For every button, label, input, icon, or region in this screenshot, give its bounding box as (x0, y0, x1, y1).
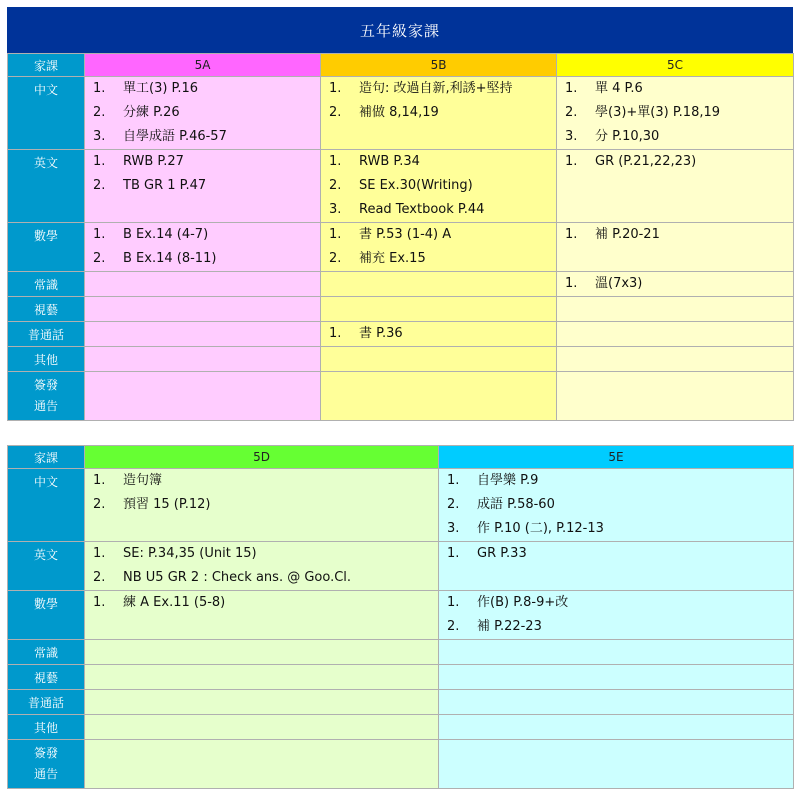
homework-cell (557, 223, 794, 272)
homework-cell (557, 322, 794, 347)
list-item-text: 補 P.22-23 (477, 619, 542, 634)
list-item-number: 1. (565, 227, 578, 242)
list-item-text: 造句簿 (123, 473, 163, 488)
subject-cell (8, 347, 85, 372)
subject-label: 中文 (33, 475, 58, 489)
homework-cell (439, 665, 794, 690)
subject-label: 視藝 (33, 671, 58, 685)
table-row (8, 77, 794, 150)
list-item-text: NB U5 GR 2 : Check ans. @ Goo.Cl. (123, 570, 352, 585)
homework-cell (85, 715, 439, 740)
list-item-number: 2. (93, 497, 106, 512)
list-item-text: SE: P.34,35 (Unit 15) (123, 546, 257, 561)
table-row (8, 740, 794, 789)
subject-label: 中文 (33, 83, 58, 97)
list-item-text: 分練 P.26 (123, 105, 180, 120)
table-row (8, 542, 794, 591)
homework-list (85, 77, 320, 149)
table-row (8, 322, 794, 347)
subject-cell (8, 322, 85, 347)
list-item (439, 615, 793, 639)
list-item-text: SE Ex.30(Writing) (359, 178, 473, 193)
homework-cell (85, 322, 321, 347)
list-item (85, 150, 320, 174)
list-item-number: 2. (447, 619, 460, 634)
subject-label: 英文 (33, 548, 58, 562)
homework-cell (85, 591, 439, 640)
homework-list (557, 77, 793, 149)
homework-cell (85, 77, 321, 150)
homework-cell (557, 77, 794, 150)
table-row (8, 469, 794, 542)
homework-cell (557, 272, 794, 297)
list-item-text: 自學樂 P.9 (477, 473, 539, 488)
corner-header: 家課 (8, 54, 85, 77)
homework-cell (557, 297, 794, 322)
list-item (85, 493, 438, 517)
homework-cell (321, 150, 557, 223)
subject-label: 視藝 (33, 303, 58, 317)
list-item-text: 補 P.20-21 (595, 227, 660, 242)
subject-label: 其他 (33, 721, 58, 735)
list-item (439, 517, 793, 541)
list-item-number: 2. (329, 178, 342, 193)
list-item (85, 469, 438, 493)
list-item-text: 書 P.36 (359, 326, 403, 341)
table-row (8, 640, 794, 665)
homework-cell (321, 372, 557, 421)
homework-cell (439, 715, 794, 740)
table-row (8, 347, 794, 372)
subject-cell (8, 272, 85, 297)
subject-cell (8, 469, 85, 542)
list-item (439, 591, 793, 615)
homework-list (85, 150, 320, 198)
list-item-number: 1. (565, 276, 578, 291)
subject-label: 通告 (33, 399, 58, 413)
homework-cell (85, 740, 439, 789)
homework-list (557, 223, 793, 247)
list-item-text: 溫(7x3) (595, 276, 643, 291)
list-item-text: 作 P.10 (二), P.12-13 (477, 521, 604, 536)
homework-cell (439, 591, 794, 640)
list-item-text: 分 P.10,30 (595, 129, 660, 144)
list-item (321, 322, 556, 346)
page-title: 五年級家課 (7, 7, 793, 53)
homework-cell (321, 272, 557, 297)
table-row (8, 591, 794, 640)
homework-cell (85, 223, 321, 272)
homework-cell (321, 77, 557, 150)
class-header-5e: 5E (439, 446, 794, 469)
list-item (557, 150, 793, 174)
list-item-number: 3. (447, 521, 460, 536)
list-item-text: 補充 Ex.15 (359, 251, 426, 266)
subject-cell (8, 223, 85, 272)
homework-cell (85, 372, 321, 421)
list-item-number: 2. (93, 251, 106, 266)
subject-cell (8, 640, 85, 665)
list-item-number: 2. (93, 178, 106, 193)
homework-list (321, 77, 556, 125)
list-item-number: 1. (93, 81, 106, 96)
homework-cell (439, 690, 794, 715)
class-header-5b: 5B (321, 54, 557, 77)
list-item (85, 101, 320, 125)
homework-cell (85, 297, 321, 322)
list-item-number: 2. (329, 251, 342, 266)
list-item (321, 150, 556, 174)
class-header-5a: 5A (85, 54, 321, 77)
homework-cell (85, 469, 439, 542)
homework-list (321, 322, 556, 346)
homework-list (85, 469, 438, 517)
list-item-text: 學(3)+單(3) P.18,19 (595, 105, 721, 120)
list-item-text: B Ex.14 (4-7) (123, 227, 209, 242)
table-row (8, 372, 794, 421)
subject-label: 簽發 (33, 746, 58, 760)
list-item (557, 101, 793, 125)
homework-list (85, 223, 320, 271)
list-item (85, 542, 438, 566)
list-item-number: 3. (565, 129, 578, 144)
homework-cell (85, 690, 439, 715)
subject-cell (8, 77, 85, 150)
homework-cell (321, 347, 557, 372)
subject-cell (8, 542, 85, 591)
homework-list (85, 542, 438, 590)
list-item-number: 3. (93, 129, 106, 144)
list-item-number: 1. (93, 546, 106, 561)
list-item (321, 223, 556, 247)
list-item-text: 練 A Ex.11 (5-8) (123, 595, 226, 610)
subject-label: 數學 (33, 229, 58, 243)
homework-cell (85, 272, 321, 297)
list-item-number: 1. (447, 546, 460, 561)
subject-label: 普通話 (27, 696, 64, 710)
table-row (8, 665, 794, 690)
subject-label: 簽發 (33, 378, 58, 392)
homework-cell (439, 640, 794, 665)
list-item-text: 書 P.53 (1-4) A (359, 227, 452, 242)
list-item-text: 預習 15 (P.12) (123, 497, 211, 512)
table-row (8, 715, 794, 740)
list-item-number: 1. (93, 595, 106, 610)
list-item (85, 77, 320, 101)
list-item (557, 77, 793, 101)
corner-header: 家課 (8, 446, 85, 469)
list-item-text: RWB P.27 (123, 154, 184, 169)
table-row (8, 223, 794, 272)
list-item-number: 1. (447, 473, 460, 488)
homework-cell (85, 150, 321, 223)
subject-cell (8, 297, 85, 322)
homework-list (557, 272, 793, 296)
homework-cell (85, 640, 439, 665)
homework-cell (85, 347, 321, 372)
homework-list (439, 591, 793, 639)
homework-cell (557, 372, 794, 421)
list-item (439, 493, 793, 517)
list-item-text: GR (P.21,22,23) (595, 154, 697, 169)
homework-cell (85, 542, 439, 591)
list-item-number: 2. (447, 497, 460, 512)
table-row (8, 297, 794, 322)
list-item-text: 單工(3) P.16 (123, 81, 199, 96)
list-item-number: 1. (93, 227, 106, 242)
list-item-number: 1. (447, 595, 460, 610)
homework-cell (321, 223, 557, 272)
homework-cell (321, 297, 557, 322)
table-row (8, 272, 794, 297)
list-item (439, 542, 793, 566)
list-item (85, 174, 320, 198)
list-item-text: 作(B) P.8-9+改 (477, 595, 569, 610)
list-item-number: 2. (93, 105, 106, 120)
subject-label: 常識 (33, 646, 58, 660)
list-item-number: 1. (565, 81, 578, 96)
homework-cell (439, 740, 794, 789)
subject-cell (8, 740, 85, 789)
list-item-number: 1. (329, 81, 342, 96)
homework-list (557, 150, 793, 174)
subject-label: 常識 (33, 278, 58, 292)
subject-cell (8, 591, 85, 640)
homework-list (321, 150, 556, 222)
list-item (321, 247, 556, 271)
subject-label: 英文 (33, 156, 58, 170)
subject-label: 通告 (33, 767, 58, 781)
table-row (8, 150, 794, 223)
homework-list (439, 542, 793, 566)
list-item-number: 2. (329, 105, 342, 120)
list-item (85, 223, 320, 247)
homework-table-5de (7, 445, 794, 789)
list-item-text: RWB P.34 (359, 154, 420, 169)
list-item (321, 77, 556, 101)
list-item-text: Read Textbook P.44 (359, 202, 485, 217)
list-item (85, 591, 438, 615)
homework-cell (557, 150, 794, 223)
list-item-number: 1. (565, 154, 578, 169)
list-item-number: 1. (93, 473, 106, 488)
list-item-text: 單 4 P.6 (595, 81, 643, 96)
homework-cell (85, 665, 439, 690)
list-item-text: 自學成語 P.46-57 (123, 129, 227, 144)
list-item-number: 2. (565, 105, 578, 120)
list-item (439, 469, 793, 493)
subject-label: 其他 (33, 353, 58, 367)
subject-cell (8, 372, 85, 421)
list-item-number: 1. (329, 154, 342, 169)
homework-list (439, 469, 793, 541)
homework-cell (439, 469, 794, 542)
homework-list (321, 223, 556, 271)
homework-cell (557, 347, 794, 372)
table-row (8, 690, 794, 715)
list-item-number: 3. (329, 202, 342, 217)
class-header-5d: 5D (85, 446, 439, 469)
list-item-text: GR P.33 (477, 546, 527, 561)
list-item (321, 101, 556, 125)
list-item-number: 1. (329, 227, 342, 242)
list-item (321, 174, 556, 198)
list-item-text: 成語 P.58-60 (477, 497, 555, 512)
list-item (85, 247, 320, 271)
list-item (557, 125, 793, 149)
homework-cell (439, 542, 794, 591)
list-item-text: 造句: 改過自新,利誘+堅持 (359, 81, 513, 96)
homework-table-5abc (7, 53, 794, 421)
list-item (321, 198, 556, 222)
list-item (557, 272, 793, 296)
list-item (85, 125, 320, 149)
list-item-text: 補做 8,14,19 (359, 105, 439, 120)
class-header-5c: 5C (557, 54, 794, 77)
list-item-text: TB GR 1 P.47 (123, 178, 207, 193)
subject-cell (8, 690, 85, 715)
list-item-text: B Ex.14 (8-11) (123, 251, 217, 266)
subject-cell (8, 665, 85, 690)
list-item (557, 223, 793, 247)
homework-list (85, 591, 438, 615)
subject-label: 數學 (33, 597, 58, 611)
subject-label: 普通話 (27, 328, 64, 342)
homework-cell (321, 322, 557, 347)
list-item-number: 2. (93, 570, 106, 585)
subject-cell (8, 715, 85, 740)
list-item-number: 1. (329, 326, 342, 341)
list-item (85, 566, 438, 590)
subject-cell (8, 150, 85, 223)
list-item-number: 1. (93, 154, 106, 169)
